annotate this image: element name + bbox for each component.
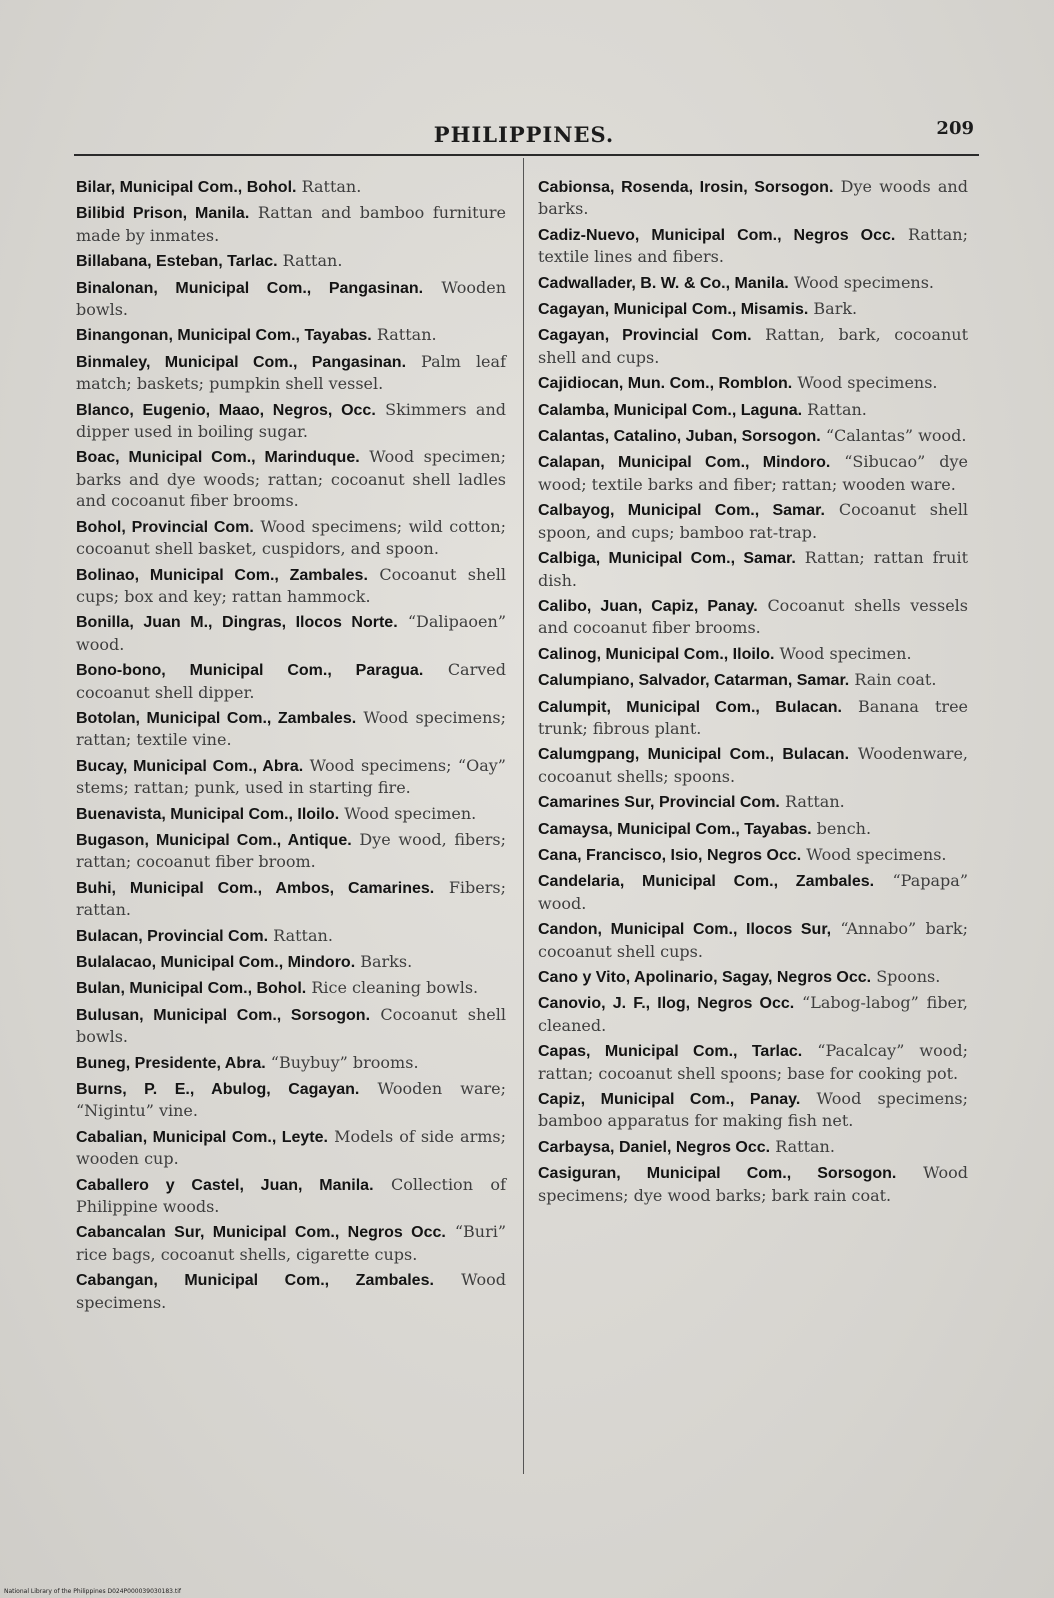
entry-name: Calantas, Catalino, Juban, Sorsogon. xyxy=(538,428,821,446)
entry-description: Skimmers and dipper used in boiling sugar. xyxy=(76,399,506,442)
entry-name: Capiz, Municipal Com., Panay. xyxy=(538,1091,801,1109)
directory-entry xyxy=(76,611,506,655)
directory-entry xyxy=(538,1136,968,1158)
entry-description: Bark. xyxy=(813,299,858,319)
entry-description: “Papapa” wood. xyxy=(538,871,968,913)
directory-entry xyxy=(76,1004,506,1048)
directory-entry xyxy=(538,743,968,787)
entry-description: Rattan. xyxy=(784,792,845,812)
entry-description: “Annabo” bark; cocoanut shell cups. xyxy=(538,919,968,961)
entry-name: Canovio, J. F., Ilog, Negros Occ. xyxy=(538,995,795,1013)
entry-description: Rattan. xyxy=(273,925,333,945)
directory-entry xyxy=(76,1221,506,1265)
entry-name: Calbiga, Municipal Com., Samar. xyxy=(538,550,796,568)
entry-name: Casiguran, Municipal Com., Sorsogon. xyxy=(538,1165,897,1183)
entry-description: “Pacalcay” wood; rattan; cocoanut shell spoons; base for cooking pot. xyxy=(538,1041,968,1083)
entry-description: Dye woods and barks. xyxy=(538,177,968,219)
directory-entry xyxy=(538,966,968,988)
entry-name: Calbayog, Municipal Com., Samar. xyxy=(538,502,825,520)
entry-name: Cagayan, Provincial Com. xyxy=(538,327,752,345)
entry-description: “Labog-labog” fiber, cleaned. xyxy=(538,993,968,1035)
directory-entry xyxy=(76,277,506,321)
entry-name: Bilar, Municipal Com., Bohol. xyxy=(76,179,297,196)
entry-name: Billabana, Esteban, Tarlac. xyxy=(76,253,278,271)
entry-name: Calibo, Juan, Capiz, Panay. xyxy=(538,597,758,615)
entry-description: Rattan. xyxy=(282,251,343,271)
entry-name: Caballero y Castel, Juan, Manila. xyxy=(76,1176,374,1194)
directory-entry xyxy=(76,755,506,799)
entry-name: Calumpiano, Salvador, Catarman, Samar. xyxy=(538,672,850,690)
entry-description: “Calantas” wood. xyxy=(825,426,967,446)
entry-name: Cagayan, Municipal Com., Misamis. xyxy=(538,301,809,319)
entry-name: Candelaria, Municipal Com., Zambales. xyxy=(538,873,875,891)
directory-entry xyxy=(76,829,506,873)
directory-entry xyxy=(538,643,968,665)
entry-description: Collection of Philippine woods. xyxy=(76,1174,506,1217)
entry-name: Binmaley, Municipal Com., Pangasinan. xyxy=(76,353,407,371)
entry-name: Bohol, Provincial Com. xyxy=(76,518,254,536)
entry-description: Dye wood, fibers; rattan; cocoanut fiber broom. xyxy=(76,829,506,872)
entry-name: Cabionsa, Rosenda, Irosin, Sorsogon. xyxy=(538,179,834,196)
entry-name: Candon, Municipal Com., Ilocos Sur, xyxy=(538,921,832,939)
directory-entry xyxy=(538,844,968,866)
directory-entry xyxy=(538,451,968,495)
entry-description: Rice cleaning bowls. xyxy=(311,978,479,998)
directory-entry xyxy=(76,1174,506,1218)
directory-entry xyxy=(76,803,506,825)
entry-name: Calumgpang, Municipal Com., Bulacan. xyxy=(538,746,850,764)
directory-entry xyxy=(538,818,968,840)
directory-entry xyxy=(538,669,968,691)
entry-description: Wood specimens. xyxy=(797,373,938,393)
entry-description: Wood specimens. xyxy=(793,272,935,292)
entry-description: Woodenware, cocoanut shells; spoons. xyxy=(538,744,968,786)
entry-description: Carved cocoanut shell dipper. xyxy=(76,660,506,702)
entry-name: Bulan, Municipal Com., Bohol. xyxy=(76,980,307,998)
entry-name: Camaysa, Municipal Com., Tayabas. xyxy=(538,820,812,838)
directory-entry xyxy=(76,176,506,198)
entry-description: Cocoanut shell cups; box and key; rattan hammock. xyxy=(76,564,507,606)
directory-entry xyxy=(538,425,968,447)
right-column xyxy=(538,176,968,1210)
entry-description: Cocoanut shells vessels and cocoanut fiber brooms. xyxy=(538,595,968,638)
entry-name: Buenavista, Municipal Com., Iloilo. xyxy=(76,805,340,823)
directory-entry xyxy=(538,399,968,421)
entry-name: Camarines Sur, Provincial Com. xyxy=(538,794,780,812)
directory-entry xyxy=(76,659,506,703)
entry-description: Rattan. xyxy=(301,177,362,196)
entry-name: Cabancalan Sur, Municipal Com., Negros Occ. xyxy=(76,1224,446,1242)
entry-name: Cabangan, Municipal Com., Zambales. xyxy=(76,1272,434,1290)
entry-name: Calapan, Municipal Com., Mindoro. xyxy=(538,454,831,472)
entry-name: Cadwallader, B. W. & Co., Manila. xyxy=(538,274,789,292)
entry-name: Bucay, Municipal Com., Abra. xyxy=(76,757,304,775)
entry-name: Calamba, Municipal Com., Laguna. xyxy=(538,401,803,419)
entry-description: Wood specimens. xyxy=(76,1270,507,1312)
entry-description: Wood specimens; dye wood barks; bark rain coat. xyxy=(538,1163,969,1205)
entry-description: Wood specimens; rattan; textile vine. xyxy=(76,707,507,750)
left-column xyxy=(76,176,506,1317)
entry-description: Rattan. xyxy=(376,325,437,345)
entry-name: Burns, P. E., Abulog, Cagayan. xyxy=(76,1081,360,1099)
entry-description: Rattan; textile lines and fibers. xyxy=(538,224,968,267)
directory-entry xyxy=(538,224,968,268)
entry-name: Bulusan, Municipal Com., Sorsogon. xyxy=(76,1006,371,1024)
page-header xyxy=(74,118,974,154)
directory-entry xyxy=(538,324,968,368)
directory-entry xyxy=(538,696,968,740)
entry-name: Boac, Municipal Com., Marinduque. xyxy=(76,449,360,467)
entry-description: Palm leaf match; baskets; pumpkin shell vessel. xyxy=(76,351,506,394)
entry-description: Rattan and bamboo furniture made by inmates. xyxy=(76,203,506,245)
entry-description: “Sibucao” dye wood; textile barks and fiber; rattan; wooden ware. xyxy=(538,452,969,494)
directory-entry xyxy=(538,1088,968,1132)
entry-description: Rain coat. xyxy=(854,670,937,690)
directory-entry xyxy=(76,324,506,346)
entry-name: Buneg, Presidente, Abra. xyxy=(76,1054,266,1072)
entry-name: Buhi, Municipal Com., Ambos, Camarines. xyxy=(76,879,435,897)
directory-entry xyxy=(76,351,506,395)
directory-entry xyxy=(538,176,968,220)
entry-name: Bilibid Prison, Manila. xyxy=(76,205,250,223)
entry-name: Botolan, Municipal Com., Zambales. xyxy=(76,709,357,727)
entry-description: Rattan. xyxy=(775,1136,835,1156)
entry-description: Rattan. xyxy=(807,399,867,419)
directory-entry xyxy=(538,992,968,1036)
entry-description: Wooden ware; “Nigintu” vine. xyxy=(76,1079,506,1121)
directory-entry xyxy=(76,1126,506,1170)
directory-entry xyxy=(538,499,968,543)
entry-description: Rattan; rattan fruit dish. xyxy=(538,548,968,590)
entry-description: Barks. xyxy=(360,952,413,971)
directory-entry xyxy=(76,1052,506,1074)
directory-entry xyxy=(538,298,968,320)
directory-entry xyxy=(538,1040,968,1084)
entry-name: Binalonan, Municipal Com., Pangasinan. xyxy=(76,279,424,297)
entry-description: Wood specimens; wild cotton; cocoanut shell basket, cuspidors, and spoon. xyxy=(76,516,507,559)
entry-description: Banana tree trunk; fibrous plant. xyxy=(538,696,969,738)
entry-description: Rattan, bark, cocoanut shell and cups. xyxy=(538,325,968,367)
entry-description: Cocoanut shell spoon, and cups; bamboo rat-trap. xyxy=(538,500,969,542)
entry-description: Wood specimen. xyxy=(779,643,912,663)
entry-name: Cano y Vito, Apolinario, Sagay, Negros Occ. xyxy=(538,969,872,986)
directory-entry xyxy=(538,595,968,639)
directory-entry xyxy=(538,372,968,394)
entry-name: Carbaysa, Daniel, Negros Occ. xyxy=(538,1138,771,1156)
directory-entry xyxy=(538,272,968,294)
entry-description: Wood specimens. xyxy=(806,844,947,864)
entry-name: Cajidiocan, Mun. Com., Romblon. xyxy=(538,375,793,393)
directory-entry xyxy=(538,918,968,962)
entry-name: Blanco, Eugenio, Maao, Negros, Occ. xyxy=(76,401,376,419)
directory-entry xyxy=(538,791,968,813)
directory-entry xyxy=(76,1078,506,1122)
entry-name: Bugason, Municipal Com., Antique. xyxy=(76,831,352,849)
directory-entry xyxy=(76,446,506,511)
entry-name: Calinog, Municipal Com., Iloilo. xyxy=(538,645,775,663)
entry-name: Bolinao, Municipal Com., Zambales. xyxy=(76,566,368,584)
directory-entry xyxy=(76,707,506,751)
entry-description: Fibers; rattan. xyxy=(76,877,506,920)
column-divider xyxy=(523,158,524,1474)
entry-description: Wood specimen. xyxy=(344,803,477,823)
directory-entry xyxy=(76,250,506,272)
directory-entry xyxy=(76,925,506,947)
entry-description: Models of side arms; wooden cup. xyxy=(76,1126,507,1169)
entry-name: Calumpit, Municipal Com., Bulacan. xyxy=(538,698,842,716)
entry-name: Bulalacao, Municipal Com., Mindoro. xyxy=(76,954,356,971)
directory-entry xyxy=(76,564,506,608)
entry-name: Cabalian, Municipal Com., Leyte. xyxy=(76,1128,328,1146)
directory-entry xyxy=(76,516,506,560)
directory-entry xyxy=(76,977,506,999)
entry-description: Cocoanut shell bowls. xyxy=(76,1004,507,1047)
scan-credit: National Library of the Philippines D024P000039030183.tif xyxy=(4,1588,182,1595)
directory-entry xyxy=(538,870,968,914)
entry-description: Wooden bowls. xyxy=(76,277,507,320)
directory-entry xyxy=(76,877,506,921)
directory-entry xyxy=(76,951,506,973)
directory-entry xyxy=(76,202,506,246)
directory-entry xyxy=(76,399,506,443)
entry-description: Wood specimens; “Oay” stems; rattan; punk, used in starting fire. xyxy=(76,755,506,798)
directory-entry xyxy=(538,547,968,591)
entry-description: Wood specimens; bamboo apparatus for making fish net. xyxy=(538,1089,969,1131)
directory-entry xyxy=(76,1269,506,1313)
entry-name: Binangonan, Municipal Com., Tayabas. xyxy=(76,327,372,345)
entry-name: Cadiz-Nuevo, Municipal Com., Negros Occ. xyxy=(538,226,896,244)
entry-name: Bulacan, Provincial Com. xyxy=(76,927,269,945)
running-title: PHILIPPINES. xyxy=(433,122,615,147)
entry-description: “Buybuy” brooms. xyxy=(270,1052,419,1072)
entry-description: Wood specimen; barks and dye woods; rattan; cocoanut shell ladles and cocoanut fiber brooms. xyxy=(76,447,506,511)
entry-name: Bonilla, Juan M., Dingras, Ilocos Norte. xyxy=(76,614,398,632)
page-number: 209 xyxy=(936,118,974,139)
header-rule xyxy=(74,154,979,156)
entry-description: Spoons. xyxy=(876,967,941,986)
entry-name: Cana, Francisco, Isio, Negros Occ. xyxy=(538,846,802,864)
entry-description: bench. xyxy=(816,818,872,838)
directory-entry xyxy=(538,1162,968,1206)
entry-name: Capas, Municipal Com., Tarlac. xyxy=(538,1043,803,1061)
entry-name: Bono-bono, Municipal Com., Paragua. xyxy=(76,662,424,680)
entry-description: “Buri” rice bags, cocoanut shells, cigarette cups. xyxy=(76,1222,507,1264)
entry-description: “Dalipaoen” wood. xyxy=(76,612,506,654)
